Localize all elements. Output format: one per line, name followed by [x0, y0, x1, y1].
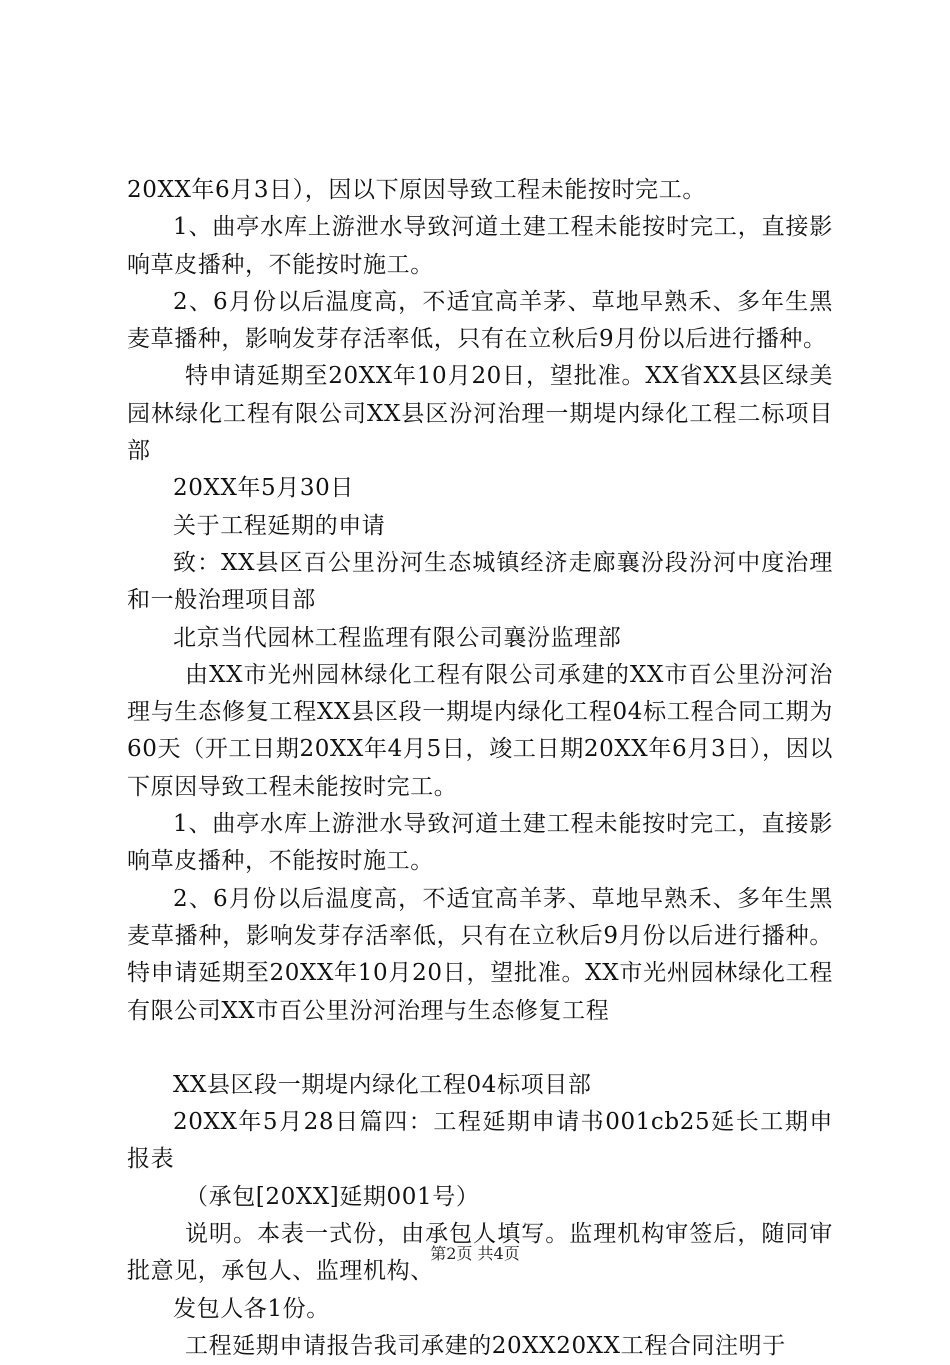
paragraph-instructions: 说明。本表一式份，由承包人填写。监理机构审签后，随同审批意见，承包人、监理机构、 — [127, 1221, 833, 1285]
paragraph-reason-2: 2、6月份以后温度高，不适宜高羊茅、草地早熟禾、多年生黑麦草播种，影响发芽存活率低，只有在立秋后9月份以后进行播种。 — [127, 288, 833, 353]
paragraph-supervisor: 北京当代园林工程监理有限公司襄汾监理部 — [173, 624, 622, 651]
paragraph-date-2: 20XX年5月28日篇四：工程延期申请书001cb25延长工期申报表 — [127, 1109, 833, 1173]
paragraph-copies: 发包人各1份。 — [173, 1295, 330, 1322]
paragraph-reason-1: 1、曲亭水库上游泄水导致河道土建工程未能按时完工，直接影响草皮播种，不能按时施工。 — [127, 214, 833, 278]
paragraph-addressee: 致：XX县区百公里汾河生态城镇经济走廊襄汾段汾河中度治理和一般治理项目部 — [127, 549, 833, 614]
paragraph-reason-2b: 2、6月份以后温度高，不适宜高羊茅、草地早熟禾、多年生黑麦草播种，影响发芽存活率低，只有在立秋后9月份以后进行播种。特申请延期至20XX年10月20日，望批准。XX市光州园林绿化工程有限公司XX市百公里汾河治理与生态修复工程 — [127, 885, 833, 1024]
paragraph-report: 工程延期申请报告我司承建的20XX20XX工程合同注明于 — [185, 1332, 786, 1359]
paragraph-reason-1b: 1、曲亭水库上游泄水导致河道土建工程未能按时完工，直接影响草皮播种，不能按时施工。 — [127, 811, 833, 875]
paragraph-date: 20XX年5月30日 — [173, 475, 354, 502]
paragraph-gap — [127, 1030, 833, 1067]
paragraph-project-dept: XX县区段一期堤内绿化工程04标项目部 — [173, 1071, 592, 1098]
paragraph-line: 20XX年6月3日），因以下原因导致工程未能按时完工。 — [127, 177, 706, 203]
document-body — [127, 172, 833, 1365]
paragraph-contract: 由XX市光州园林绿化工程有限公司承建的XX市百公里汾河治理与生态修复工程XX县区段一期堤内绿化工程04标工程合同工期为60天（开工日期20XX年4月5日，竣工日期20XX年6月3日），因以下原因导致工程未能按时完工。 — [127, 661, 833, 800]
paragraph-form-number: （承包[20XX]延期001号） — [185, 1183, 480, 1210]
paragraph-request: 特申请延期至20XX年10月20日，望批准。XX省XX县区绿美园林绿化工程有限公司XX县区汾河治理一期堤内绿化工程二标项目部 — [127, 363, 833, 465]
page-number-footer: 第2页 共4页 — [430, 1244, 520, 1263]
paragraph-title: 关于工程延期的申请 — [173, 512, 386, 539]
